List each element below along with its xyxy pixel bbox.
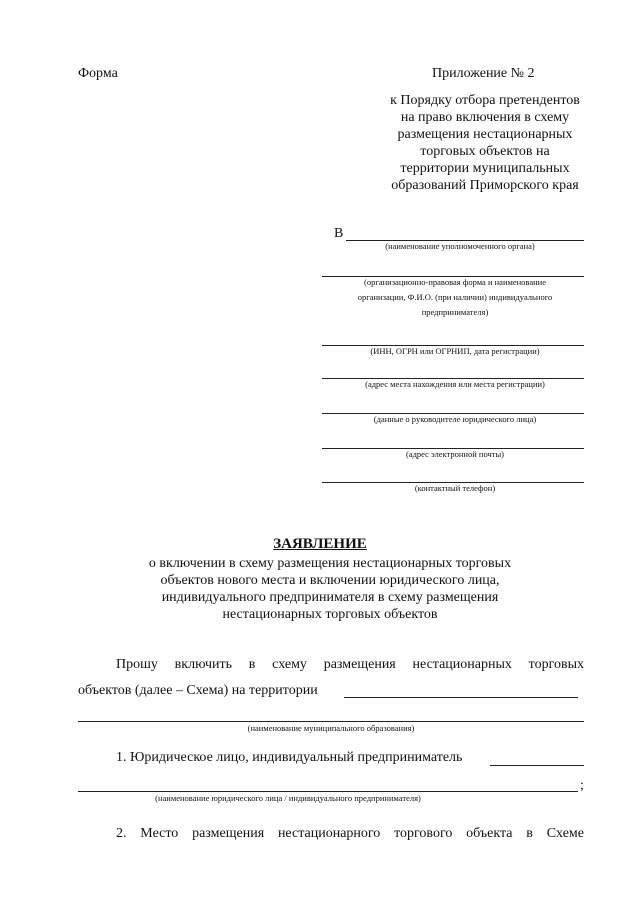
- territory-line: [344, 697, 578, 698]
- subtitle-line: объектов нового места и включении юридического лица,: [160, 573, 500, 588]
- item2-text: 2. Место размещения нестационарного торгового объекта в Схеме: [116, 826, 584, 841]
- statement-subtitle: [120, 555, 540, 623]
- head-caption: (данные о руководителе юридического лица): [373, 414, 537, 424]
- item1-text: 1. Юридическое лицо, индивидуальный предприниматель: [116, 750, 463, 765]
- phone-caption: (контактный телефон): [414, 483, 496, 493]
- appendix-line: к Порядку отбора претендентов: [390, 93, 580, 108]
- appendix-line: территории муниципальных: [400, 161, 570, 176]
- org-caption-line: (организационно-правовая форма и наименование: [364, 277, 546, 287]
- municipality-line: [78, 721, 584, 722]
- org-caption-line: организации, Ф.И.О. (при наличии) индивидуального: [357, 292, 553, 302]
- form-label: Форма: [78, 66, 118, 81]
- item1-line-short: [490, 765, 584, 766]
- item1-caption: (наименование юридического лица / индивидуального предпринимателя): [155, 793, 421, 803]
- inn-caption: (ИНН, ОГРН или ОГРНИП, дата регистрации): [370, 346, 540, 356]
- email-caption: (адрес электронной почты): [405, 449, 505, 459]
- appendix-reference: [370, 92, 600, 194]
- subtitle-line: о включении в схему размещения нестационарных торговых: [148, 556, 512, 571]
- appendix-line: образований Приморского края: [391, 178, 579, 193]
- para1-line1: Прошу включить в схему размещения нестационарных торговых: [116, 657, 584, 672]
- organ-caption: (наименование уполномоченного органа): [385, 241, 535, 251]
- address-caption: (адрес места нахождения или места регистрации): [365, 379, 545, 389]
- org-caption: [320, 277, 590, 318]
- org-caption-line: предпринимателя): [421, 307, 489, 317]
- statement-title: ЗАЯВЛЕНИЕ: [273, 536, 367, 552]
- item1-end: ;: [580, 778, 584, 793]
- para1-line2: объектов (далее – Схема) на территории: [78, 683, 318, 698]
- subtitle-line: нестационарных торговых объектов: [222, 607, 438, 622]
- appendix-line: торговых объектов на: [420, 144, 550, 159]
- appendix-line: размещения нестационарных: [397, 127, 573, 142]
- item1-line-full: [78, 791, 578, 792]
- appendix-title: Приложение № 2: [432, 66, 535, 81]
- subtitle-line: индивидуального предпринимателя в схему размещения: [161, 590, 499, 605]
- municipality-caption: (наименование муниципального образования): [247, 723, 415, 733]
- appendix-line: на право включения в схему: [400, 110, 570, 125]
- addressee-prefix: В: [334, 226, 344, 241]
